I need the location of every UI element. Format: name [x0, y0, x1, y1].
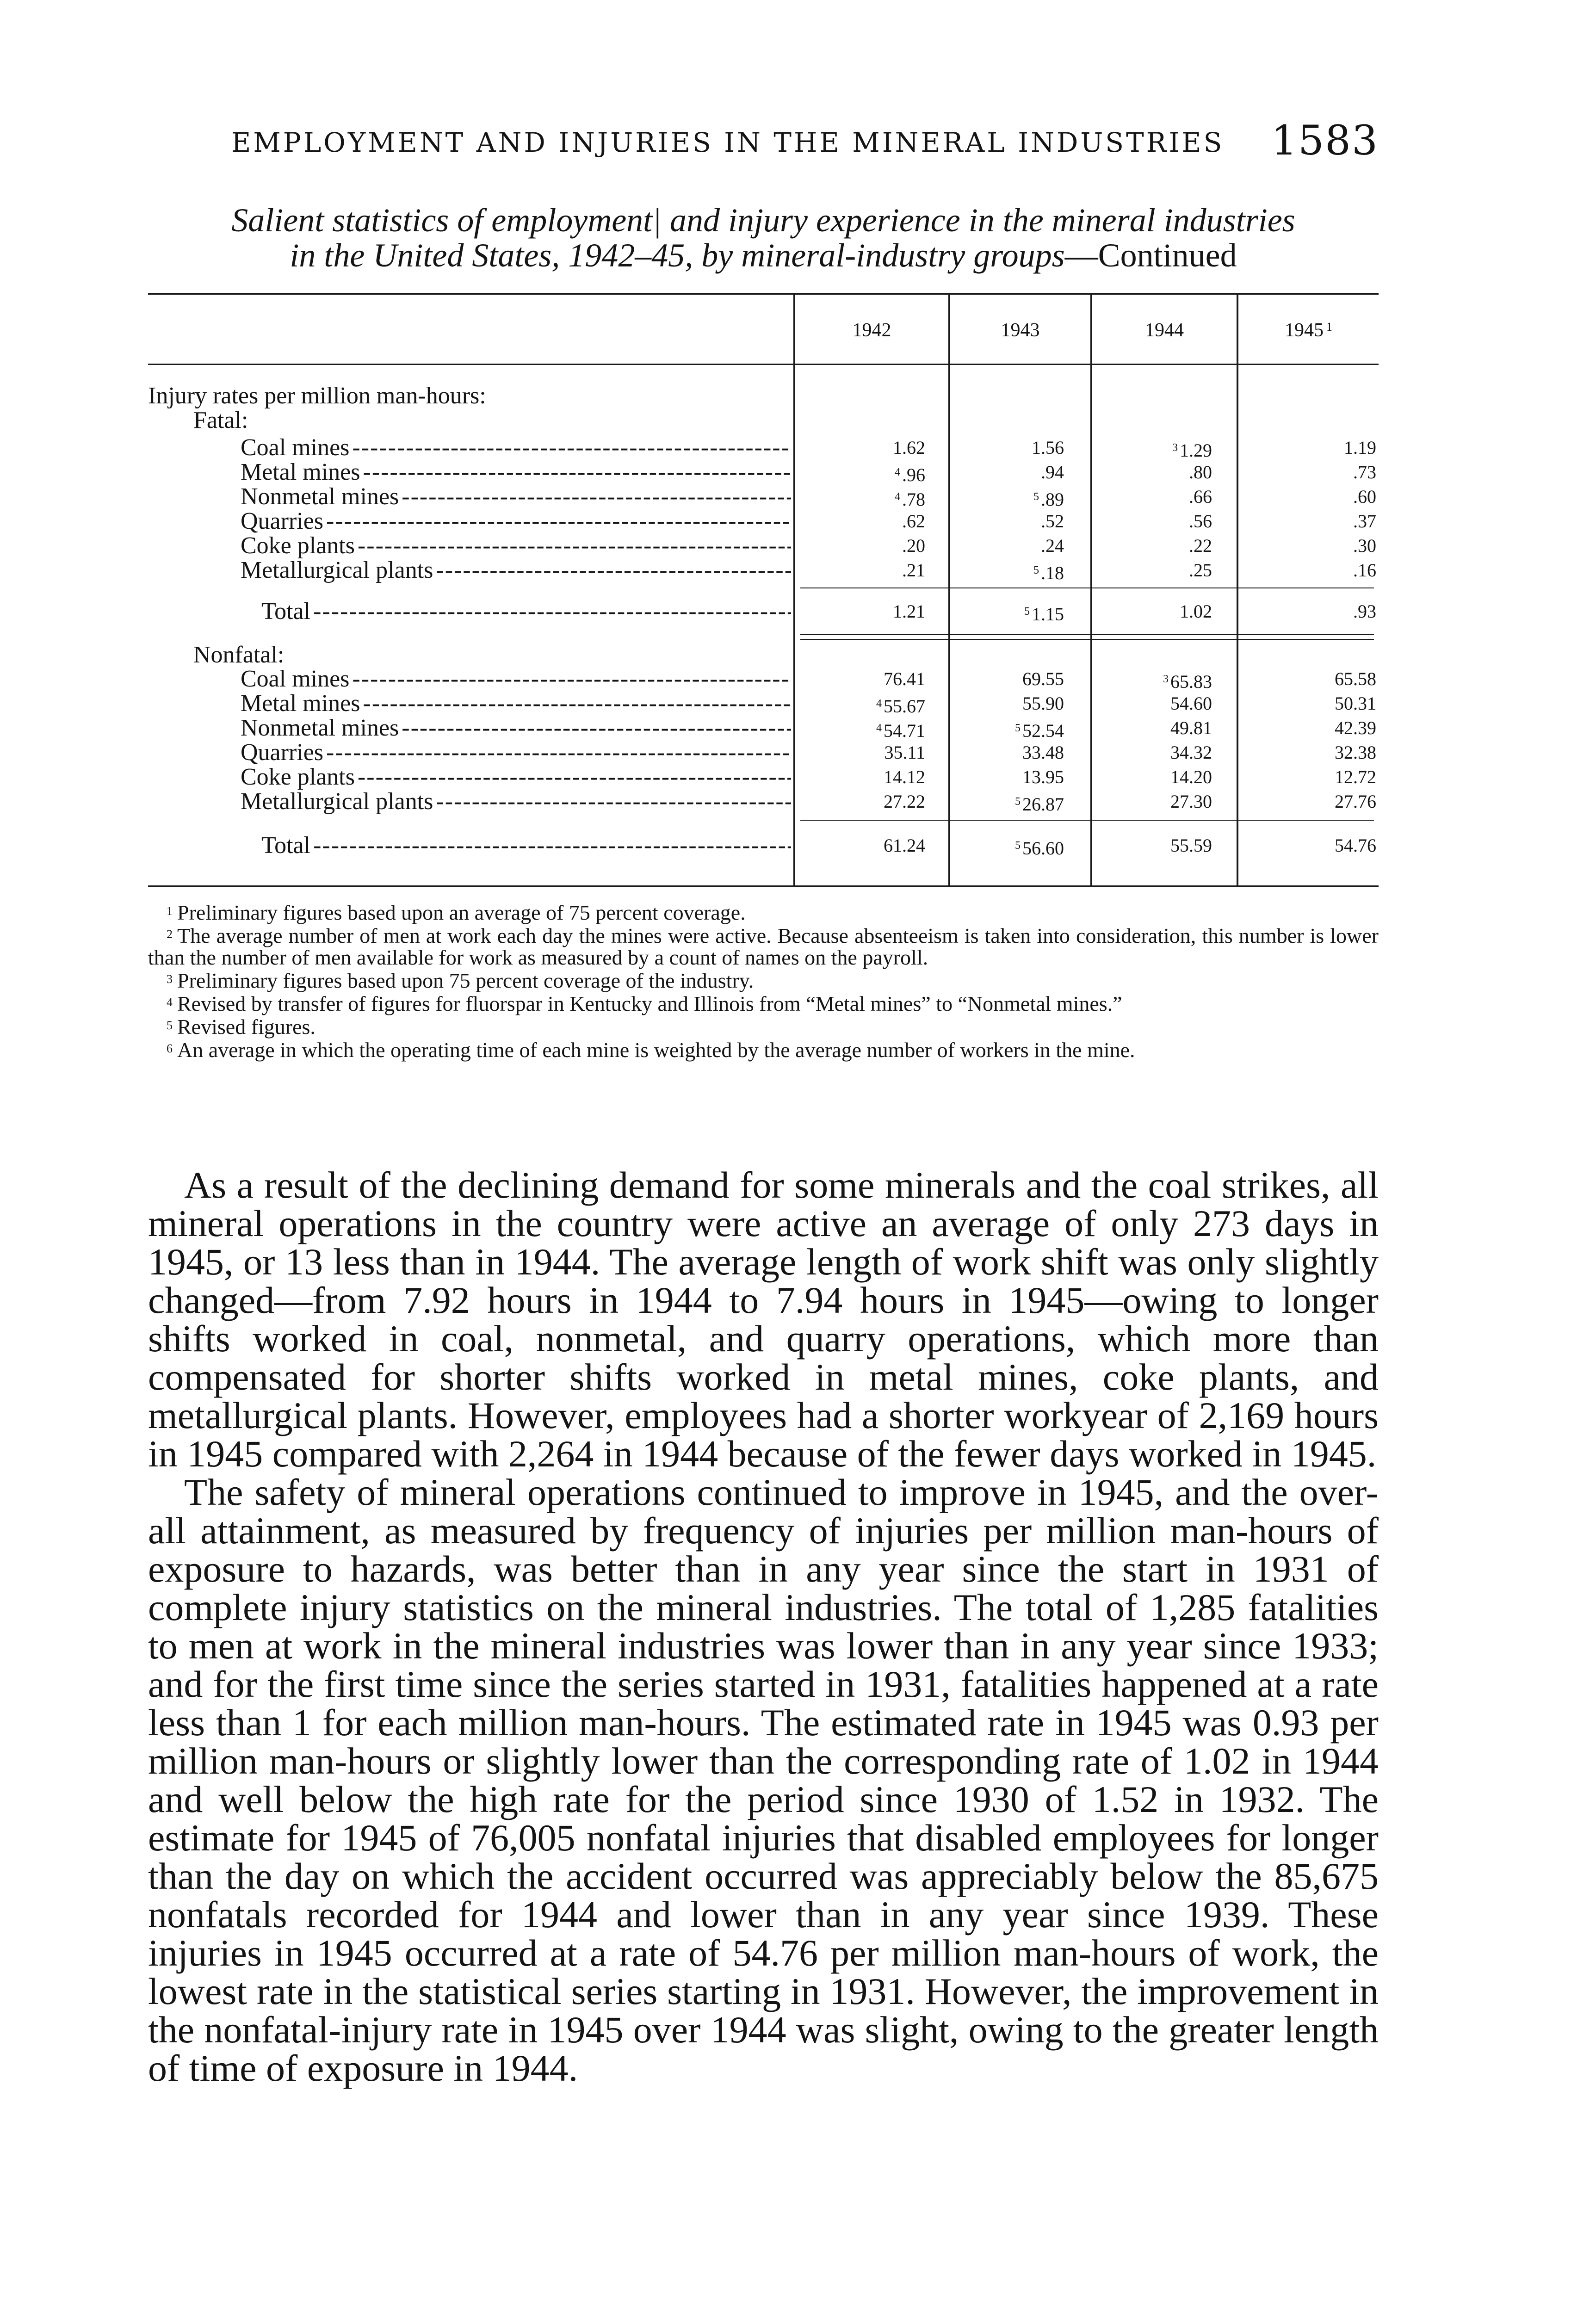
cell-value: 55.90	[1022, 693, 1064, 714]
table-top-rule	[148, 293, 1379, 295]
column-header-1942: 1942	[852, 320, 891, 341]
cell-value: .60	[1353, 486, 1376, 507]
nonfatal-rate-cell	[777, 764, 925, 790]
footnote-ref: 5	[1033, 564, 1039, 576]
section-heading: Injury rates per million man-hours:	[148, 383, 486, 409]
cell-value: 69.55	[1022, 668, 1064, 689]
cell-value: .78	[902, 489, 925, 510]
cell-value: .25	[1189, 560, 1212, 581]
cell-value: 55.59	[1170, 835, 1212, 856]
footnote: $^4$ Revised by transfer of figures for fluorspar in Kentucky and Illinois from “Metal mines” to “Nonmetal mines.”	[167, 992, 1122, 1015]
fatal-rate-cell	[1073, 459, 1212, 485]
row-label: Nonmetal mines -----	[241, 484, 791, 510]
table-header-rule	[148, 364, 1379, 365]
row-label: Metallurgical plants -----	[241, 557, 791, 583]
fatal-rate-cell	[925, 533, 1064, 559]
cell-value: .22	[1189, 535, 1212, 556]
cell-value: 32.38	[1335, 742, 1376, 763]
fatal-rate-cell	[1237, 435, 1376, 461]
column-header-1943: 1943	[1001, 320, 1040, 341]
row-label: Quarries -----	[241, 740, 791, 766]
nonfatal-rate-cell	[1237, 789, 1376, 815]
total-label: Total -----	[261, 599, 791, 625]
cell-value: .21	[902, 560, 925, 581]
fatal-rate-cell	[1073, 533, 1212, 559]
nonfatal-total-cell	[1237, 833, 1376, 859]
cell-value: .30	[1353, 535, 1376, 556]
footnote-ref: 4	[895, 491, 900, 503]
cell-value: 35.11	[884, 742, 925, 763]
cell-value: .52	[1041, 511, 1064, 532]
cell-value: 14.12	[884, 767, 925, 787]
paragraph: The safety of mineral operations continued to improve in 1945, and the over-all attainment, as measured by frequency of injuries per million man-hours of exposure to hazards, was better than in any year since the start in 1931 of complete injury statistics on the mineral industries. The total of 1,285 fatalities to men at work in the mineral industries was lower than in any year since 1933; and for the first time since the series started in 1931, fatalities happened at a rate less than 1 for each million man-hours. The estimated rate in 1945 was 0.93 per million man-hours or slightly lower than the corresponding rate of 1.02 in 1944 and well below the high rate for the period since 1930 of 1.52 in 1932. The estimate for 1945 of 76,005 nonfatal injuries that disabled employees for longer than the day on which the accident occurred was appreciably below the 85,675 nonfatals recorded for 1944 and lower than in any year since 1939. These injuries in 1945 occurred at a rate of 54.76 per million man-hours of work, the lowest rate in the statistical series starting in 1931. However, the improvement in the nonfatal-injury rate in 1945 over 1944 was slight, owing to the greater length of time of exposure in 1944.	[148, 1471, 1379, 2089]
fatal-total-cell	[777, 599, 925, 625]
table-bottom-rule	[148, 885, 1379, 887]
cell-value: 27.22	[884, 791, 925, 812]
nonfatal-rate-cell	[1073, 715, 1212, 741]
subtotal-rule	[800, 820, 1374, 821]
fatal-heading: Fatal:	[193, 407, 248, 433]
footnote-ref: 5	[1024, 606, 1030, 618]
row-label: Coal mines -----	[241, 666, 791, 692]
footnote: $^2$ The average number of men at work each day the mines were active. Because absenteeism is taken into consideration, this number is lower than the number of men available for work as measured by a count of names on the payroll.	[148, 924, 1379, 969]
caption-continued: —Continued	[1064, 237, 1237, 274]
row-label: Quarries -----	[241, 508, 791, 534]
fatal-rate-cell	[1237, 508, 1376, 534]
nonfatal-rate-cell	[1237, 740, 1376, 766]
nonfatal-rate-cell	[925, 789, 1064, 817]
nonfatal-rate-cell	[1073, 740, 1212, 766]
nonfatal-rate-cell	[777, 789, 925, 815]
fatal-rate-cell	[777, 435, 925, 461]
running-title: EMPLOYMENT AND INJURIES IN THE MINERAL INDUSTRIES	[231, 127, 1225, 158]
footnote-ref: 1	[1326, 320, 1332, 334]
cell-value: 65.83	[1170, 671, 1212, 692]
cell-value: 1.02	[1180, 601, 1212, 622]
fatal-rate-cell	[1073, 557, 1212, 583]
row-label: Coke plants -----	[241, 764, 791, 790]
footnote: $^5$ Revised figures.	[167, 1015, 315, 1039]
cell-value: .66	[1189, 486, 1212, 507]
cell-value: 56.60	[1022, 838, 1064, 859]
nonfatal-rate-cell	[1237, 764, 1376, 790]
fatal-total-cell	[1237, 599, 1376, 625]
body-text	[148, 1166, 1379, 2087]
cell-value: .20	[902, 535, 925, 556]
double-rule	[800, 634, 1374, 635]
column-header-1945: 1945 $^1$	[1285, 320, 1332, 341]
table-caption	[148, 203, 1379, 273]
nonfatal-rate-cell	[925, 691, 1064, 717]
cell-value: 26.87	[1022, 794, 1064, 815]
cell-value: 27.76	[1335, 791, 1376, 812]
footnote: $^3$ Preliminary figures based upon 75 percent coverage of the industry.	[167, 969, 754, 992]
nonfatal-rate-cell	[1073, 691, 1212, 717]
nonfatal-rate-cell	[1237, 715, 1376, 741]
fatal-rate-cell	[1073, 484, 1212, 510]
footnote-ref: 4	[895, 466, 900, 478]
cell-value: 65.58	[1335, 668, 1376, 689]
cell-value: 1.56	[1032, 437, 1064, 458]
caption-line-1: Salient statistics of employment| and injury experience in the mineral industries	[231, 202, 1295, 239]
cell-value: 33.48	[1022, 742, 1064, 763]
fatal-total-cell	[925, 599, 1064, 627]
fatal-rate-cell	[1237, 533, 1376, 559]
fatal-rate-cell	[777, 508, 925, 534]
cell-value: .62	[902, 511, 925, 532]
column-header-1944: 1944	[1145, 320, 1184, 341]
caption-line-2: in the United States, 1942–45, by mineral-industry groups	[290, 237, 1065, 274]
fatal-rate-cell	[1237, 459, 1376, 485]
nonfatal-heading: Nonfatal:	[193, 642, 285, 668]
row-label: Coke plants -----	[241, 533, 791, 559]
nonfatal-rate-cell	[1237, 691, 1376, 717]
cell-value: 1.19	[1344, 437, 1376, 458]
nonfatal-rate-cell	[925, 666, 1064, 692]
nonfatal-rate-cell	[777, 666, 925, 692]
nonfatal-rate-cell	[1073, 789, 1212, 815]
cell-value: 50.31	[1335, 693, 1376, 714]
footnote: $^1$ Preliminary figures based upon an average of 75 percent coverage.	[167, 901, 746, 924]
fatal-rate-cell	[777, 533, 925, 559]
nonfatal-total-cell	[777, 833, 925, 859]
footnote-ref: 5	[1015, 840, 1021, 852]
nonfatal-total-cell	[925, 833, 1064, 861]
row-label: Nonmetal mines -----	[241, 715, 791, 741]
nonfatal-rate-cell	[777, 740, 925, 766]
fatal-rate-cell	[777, 557, 925, 583]
cell-value: .94	[1041, 462, 1064, 482]
cell-value: 55.67	[884, 696, 925, 717]
cell-value: 34.32	[1170, 742, 1212, 763]
total-label: Total -----	[261, 833, 791, 859]
paragraph: As a result of the declining demand for some minerals and the coal strikes, all mineral operations in the country were active an average of only 273 days in 1945, or 13 less than in 1944. The average length of work shift was only slightly changed—from 7.92 hours in 1944 to 7.94 hours in 1945—owing to longer shifts worked in coal, nonmetal, and quarry operations, which more than compensated for shorter shifts worked in metal mines, coke plants, and metallurgical plants. However, employees had a shorter workyear of 2,169 hours in 1945 compared with 2,264 in 1944 because of the fewer days worked in 1945.	[148, 1164, 1379, 1475]
cell-value: 42.39	[1335, 717, 1376, 738]
cell-value: .24	[1041, 535, 1064, 556]
cell-value: 54.76	[1335, 835, 1376, 856]
page-number: 1583	[1271, 117, 1379, 164]
nonfatal-rate-cell	[1073, 764, 1212, 790]
row-label: Metal mines -----	[241, 459, 791, 485]
cell-value: 61.24	[884, 835, 925, 856]
cell-value: 1.15	[1032, 604, 1064, 625]
fatal-rate-cell	[1073, 508, 1212, 534]
fatal-rate-cell	[925, 508, 1064, 534]
cell-value: 13.95	[1022, 767, 1064, 787]
cell-value: 52.54	[1022, 720, 1064, 741]
row-label: Coal mines -----	[241, 435, 791, 461]
cell-value: .37	[1353, 511, 1376, 532]
footnote: $^6$ An average in which the operating time of each mine is weighted by the average number of workers in the mine.	[167, 1038, 1135, 1062]
nonfatal-rate-cell	[1237, 666, 1376, 692]
cell-value: 1.21	[893, 601, 925, 622]
footnote-ref: 5	[1033, 491, 1039, 503]
fatal-rate-cell	[1237, 557, 1376, 583]
footnote-ref: 3	[1172, 442, 1178, 454]
cell-value: .93	[1353, 601, 1376, 622]
fatal-rate-cell	[925, 435, 1064, 461]
footnote-ref: 3	[1163, 673, 1169, 685]
nonfatal-rate-cell	[925, 764, 1064, 790]
fatal-rate-cell	[925, 459, 1064, 485]
cell-value: 54.60	[1170, 693, 1212, 714]
footnote-ref: 4	[876, 722, 882, 734]
cell-value: .96	[902, 464, 925, 485]
fatal-rate-cell	[925, 557, 1064, 586]
cell-value: 14.20	[1170, 767, 1212, 787]
footnote-ref: 5	[1015, 796, 1021, 808]
cell-value: .80	[1189, 462, 1212, 482]
footnote-ref: 4	[876, 698, 882, 710]
cell-value: 1.62	[893, 437, 925, 458]
row-label: Metallurgical plants -----	[241, 789, 791, 815]
cell-value: 76.41	[884, 668, 925, 689]
cell-value: .56	[1189, 511, 1212, 532]
footnotes	[148, 900, 1379, 1061]
row-label: Metal mines -----	[241, 691, 791, 717]
cell-value: 1.29	[1180, 440, 1212, 461]
running-head	[231, 117, 1379, 167]
fatal-total-cell	[1073, 599, 1212, 625]
fatal-rate-cell	[1237, 484, 1376, 510]
nonfatal-rate-cell	[925, 740, 1064, 766]
cell-value: 54.71	[884, 720, 925, 741]
cell-value: 12.72	[1335, 767, 1376, 787]
nonfatal-total-cell	[1073, 833, 1212, 859]
cell-value: .73	[1353, 462, 1376, 482]
cell-value: .16	[1353, 560, 1376, 581]
cell-value: .89	[1041, 489, 1064, 510]
double-rule	[800, 639, 1374, 640]
footnote-ref: 5	[1015, 722, 1021, 734]
cell-value: 27.30	[1170, 791, 1212, 812]
cell-value: .18	[1041, 563, 1064, 583]
cell-value: 49.81	[1170, 717, 1212, 738]
